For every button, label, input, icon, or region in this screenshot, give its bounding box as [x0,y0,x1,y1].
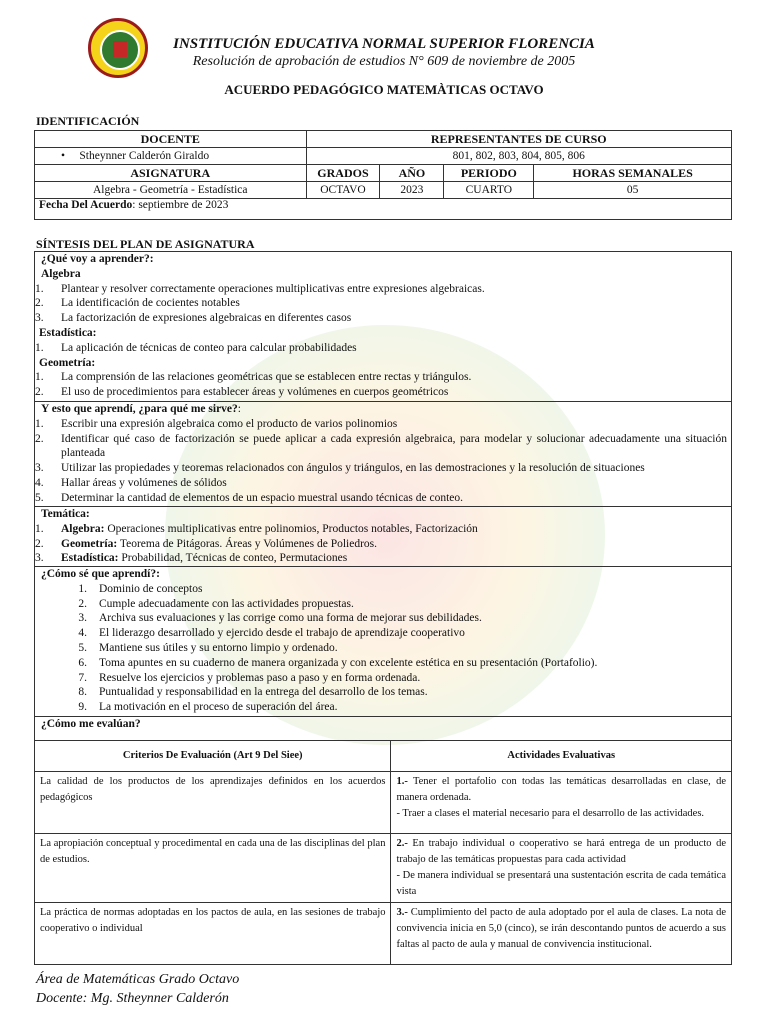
estadistica-subheading: Estadística: [39,326,97,339]
representantes-header: REPRESENTANTES DE CURSO [306,131,732,148]
fecha-value: : septiembre de 2023 [132,199,229,211]
institution-name: INSTITUCIÓN EDUCATIVA NORMAL SUPERIOR FLORENCIA [173,36,595,52]
fecha-acuerdo [35,199,732,220]
criterios-header: Criterios De Evaluación (Art 9 Del Siee) [35,741,391,772]
ano-value: 2023 [380,182,444,199]
horas-header: HORAS SEMANALES [534,165,732,182]
list-item: 3. Archiva sus evaluaciones y las corrige como una forma de mejorar sus debilidades. [78,612,482,625]
asignatura-value: Algebra - Geometría - Estadística [35,182,307,199]
list-item: 7. Resuelve los ejercicios y problemas paso a paso y en forma ordenada. [78,671,421,684]
table-row: La práctica de normas adoptadas en los pactos de aula, en las sesiones de trabajo cooperativo o individual 3.- Cumplimiento del pacto de aula adoptado por el aula de clases. La nota de convivencia inicia en 5,0 (cinco), se irán descontando puntos de acuerdo a sus faltas al pacto de aula y manual de convivencia institucional. [35,903,732,965]
fecha-label: Fecha Del Acuerdo [39,199,133,211]
sintesis-heading: SÍNTESIS DEL PLAN DE ASIGNATURA [36,237,255,251]
geometria-subheading: Geometría: [39,356,96,369]
list-item: 1. Plantear y resolver correctamente operaciones multiplicativas entre expresiones algebraicas. [35,282,485,295]
list-item: 3. Estadística: Probabilidad, Técnicas de conteo, Permutaciones [35,552,348,565]
como-evaluan-question: ¿Cómo me evalúan? [41,718,141,730]
grados-value: OCTAVO [306,182,380,199]
list-item: 2. Geometría: Teorema de Pitágoras. Áreas y Volúmenes de Poliedros. [35,537,378,550]
list-item: 1. La aplicación de técnicas de conteo para calcular probabilidades [35,341,357,354]
list-item: 4. El liderazgo desarrollado y ejercido desde el trabajo de aprendizaje cooperativo [78,627,465,640]
bullet-icon: • [61,150,80,162]
table-row: La apropiación conceptual y procedimental en cada una de las disciplinas del plan de estudios. 2.- En trabajo individual o cooperativo se hará entrega de un producto de trabajo de las temáticas propuestas para cada actividad - De manera individual se presentará una sustentación escrita de cada temática vista [35,834,732,903]
list-item: 2. Cumple adecuadamente con las actividades propuestas. [78,597,354,610]
list-item: 5. Determinar la cantidad de elementos de un espacio muestral usando técnicas de conteo. [35,491,464,504]
evaluation-table [34,740,732,965]
list-item: 3. Utilizar las propiedades y teoremas relacionados con ángulos y triángulos, en las demostraciones y la resolución de situaciones [35,462,645,475]
list-item: 9. La motivación en el proceso de superación del área. [78,701,338,714]
list-item: 2. El uso de procedimientos para establecer áreas y volúmenes en cuerpos geométricos [35,386,449,399]
list-item: 1. Dominio de conceptos [78,582,203,595]
que-aprender-box [34,251,732,402]
list-item: 4. Hallar áreas y volúmenes de sólidos [35,476,227,489]
ano-header: AÑO [380,165,444,182]
que-aprender-question: ¿Qué voy a aprender?: [41,253,154,265]
list-item: 8. Puntualidad y responsabilidad en la entrega del desarrollo de los temas. [78,686,428,699]
tematica-box [34,506,732,567]
table-row: La calidad de los productos de los aprendizajes definidos en los acuerdos pedagógicos 1.- Tener el portafolio con todas las temáticas desarrolladas en clase, de manera ordenada. - Traer a clases el material necesario para el desarrollo de las actividades. [35,772,732,834]
para-que-sirve-question: Y esto que aprendí, ¿para qué me sirve?: [41,403,241,415]
list-item: 1. Escribir una expresión algebraica como el producto de varios polinomios [35,417,398,430]
asignatura-header: ASIGNATURA [35,165,307,182]
identificacion-heading: IDENTIFICACIÓN [36,114,140,128]
resolution-text: Resolución de aprobación de estudios N° 609 de noviembre de 2005 [192,54,576,69]
list-item: 3. La factorización de expresiones algebraicas en diferentes casos [35,312,352,325]
footer-area: Área de Matemáticas Grado Octavo [36,972,240,987]
list-item: 1. Algebra: Operaciones multiplicativas entre polinomios, Productos notables, Factorización [35,522,478,535]
document-title: ACUERDO PEDAGÓGICO MATEMÀTICAS OCTAVO [224,82,544,97]
horas-value: 05 [534,182,732,199]
como-se-aprendi-box [34,566,732,717]
tematica-heading: Temática: [41,508,90,520]
docente-cell [35,148,307,165]
footer-docente: Docente: Mg. Stheynner Calderón [36,991,229,1006]
periodo-value: CUARTO [444,182,534,199]
como-se-aprendi-question: ¿Cómo sé que aprendí?: [41,568,160,580]
identification-table [34,130,732,220]
representantes-value: 801, 802, 803, 804, 805, 806 [306,148,732,165]
docente-header: DOCENTE [35,131,307,148]
list-item: 5. Mantiene sus útiles y su entorno limpio y ordenado. [78,641,338,654]
list-item: 2. La identificación de cocientes notables [35,297,240,310]
como-evaluan-box [34,716,732,741]
docente-name: Stheynner Calderón Giraldo [79,150,210,162]
list-item: 6. Toma apuntes en su cuaderno de manera organizada y con excelente estética en su presentación (Portafolio). [78,656,598,669]
list-item: 1. La comprensión de las relaciones geométricas que se establecen entre rectas y triángulos. [35,371,472,384]
para-que-sirve-box [34,401,732,507]
algebra-subheading: Algebra [41,267,81,280]
actividades-header: Actividades Evaluativas [391,741,732,772]
list-item: 2. Identificar qué caso de factorización se puede aplicar a cada expresión algebraica, para modelar y solucionar adecuadamente una situación planteada [35,432,727,460]
periodo-header: PERIODO [444,165,534,182]
grados-header: GRADOS [306,165,380,182]
